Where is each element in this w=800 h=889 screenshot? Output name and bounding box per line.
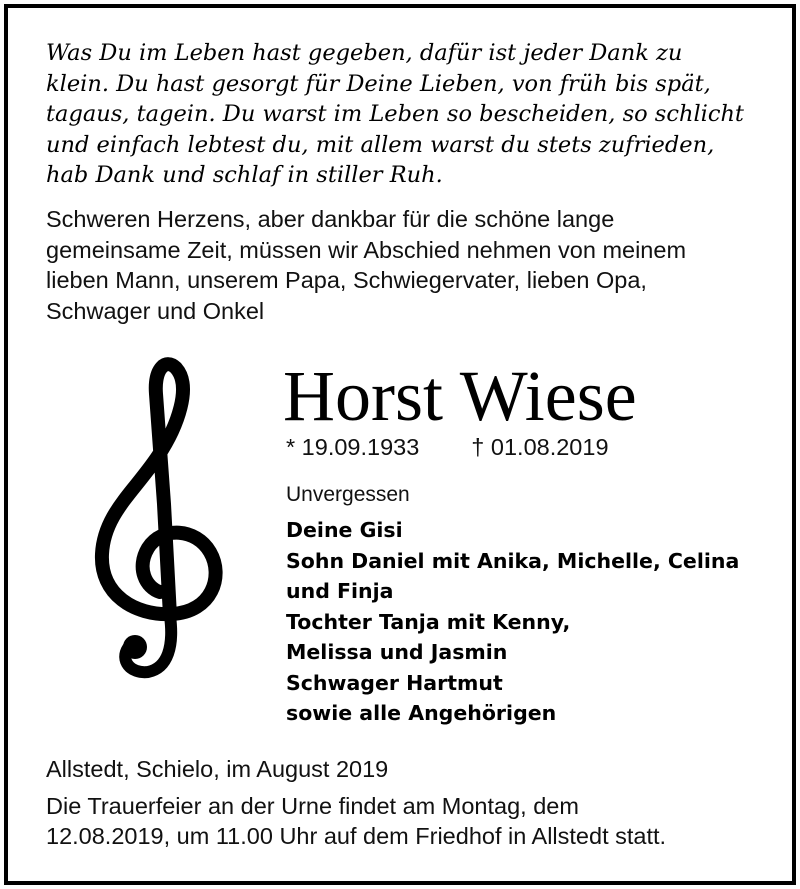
mourner-line: Schwager Hartmut [286, 670, 503, 695]
poem-line: tagaus, tagein. Du warst im Leben so bescheiden, so schlicht [46, 101, 744, 127]
poem-line: hab Dank und schlaf in stiller Ruh. [46, 162, 443, 188]
intro-line: Schwager und Onkel [46, 297, 265, 324]
poem-line: und einfach lebtest du, mit allem warst du stets zufrieden, [46, 131, 715, 158]
intro-line: lieben Mann, unserem Papa, Schwiegervater, lieben Opa, [46, 267, 647, 293]
treble-clef-icon [78, 354, 228, 684]
place-date: Allstedt, Schielo, im August 2019 [46, 756, 389, 782]
mourner-line: Sohn Daniel mit Anika, Michelle, Celina [286, 548, 740, 573]
mourner-line: sowie alle Angehörigen [286, 701, 557, 725]
intro-line: gemeinsame Zeit, müssen wir Abschied nehmen von meinem [46, 236, 687, 263]
mourner-line: und Finja [286, 579, 394, 603]
poem-line: Was Du im Leben hast gegeben, dafür ist jeder Dank zu [46, 40, 683, 66]
ceremony-info [46, 791, 766, 851]
death-date: † 01.08.2019 [471, 434, 609, 460]
mourner-line: Tochter Tanja mit Kenny, [286, 609, 571, 634]
unvergessen-label: Unvergessen [286, 483, 410, 506]
life-dates [286, 432, 609, 462]
mourner-line: Deine Gisi [286, 518, 403, 542]
intro-text [46, 204, 766, 326]
mourners-list [286, 515, 766, 729]
intro-line: Schweren Herzens, aber dankbar für die schöne lange [46, 206, 615, 232]
ceremony-line: 12.08.2019, um 11.00 Uhr auf dem Friedhof in Allstedt statt. [46, 823, 667, 849]
poem [46, 38, 766, 191]
ceremony-line: Die Trauerfeier an der Urne findet am Montag, dem [46, 793, 579, 819]
birth-date: * 19.09.1933 [286, 434, 420, 460]
mourner-line: Melissa und Jasmin [286, 640, 508, 664]
poem-line: klein. Du hast gesorgt für Deine Lieben, von früh bis spät, [46, 70, 711, 97]
deceased-name: Horst Wiese [283, 356, 637, 436]
